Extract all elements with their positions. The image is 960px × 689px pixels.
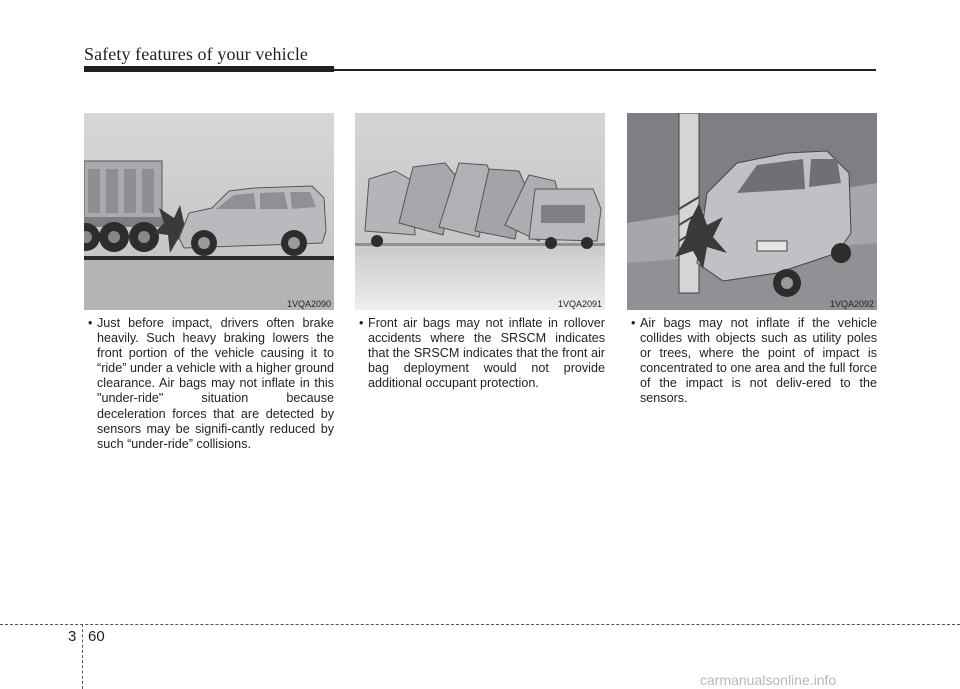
bullet-marker: •: [631, 316, 636, 330]
figure-code: 1VQA2092: [829, 299, 874, 309]
header-rule: [84, 66, 334, 72]
footer-divider: [0, 624, 960, 625]
under-ride-illustration: [84, 113, 334, 310]
bullet-under-ride: [84, 316, 334, 452]
pole-impact-illustration: [627, 113, 877, 310]
footer-divider-vertical: [82, 624, 83, 689]
bullet-text: Front air bags may not inflate in rollover accidents where the SRSCM indicates that the SRSCM indicates that the front air bag deployment would not provide additional occupant protection.: [368, 316, 605, 391]
figure-code: 1VQA2090: [286, 299, 331, 309]
bullet-text: Just before impact, drivers often brake heavily. Such heavy braking lowers the front portion of the vehicle causing it to “ride” under a vehicle with a higher ground clearance. Air bags may not inflate in this "under-ride" situation because deceleration forces that are detected by sensors may be signifi-cantly reduced by such “under-ride” collisions.: [97, 316, 334, 451]
bullet-rollover: [355, 316, 605, 391]
rollover-illustration: [355, 113, 605, 310]
bullet-pole-impact: [627, 316, 877, 407]
bullet-marker: •: [88, 316, 93, 330]
page-number: 60: [88, 628, 105, 645]
chapter-number: 3: [68, 628, 77, 645]
figure-under-ride: [84, 113, 334, 310]
bullet-marker: •: [359, 316, 364, 330]
bullet-text: Air bags may not inflate if the vehicle collides with objects such as utility poles or trees, where the point of impact is concentrated to one area and the full force of the impact is not deliv-ered to the sensors.: [640, 316, 877, 406]
figure-code: 1VQA2091: [557, 299, 602, 309]
page-title: Safety features of your vehicle: [84, 44, 309, 64]
figure-pole-impact: [627, 113, 877, 310]
figure-rollover: [355, 113, 605, 310]
watermark: carmanualsonline.info: [700, 672, 837, 688]
header-rule-thin: [334, 69, 876, 71]
